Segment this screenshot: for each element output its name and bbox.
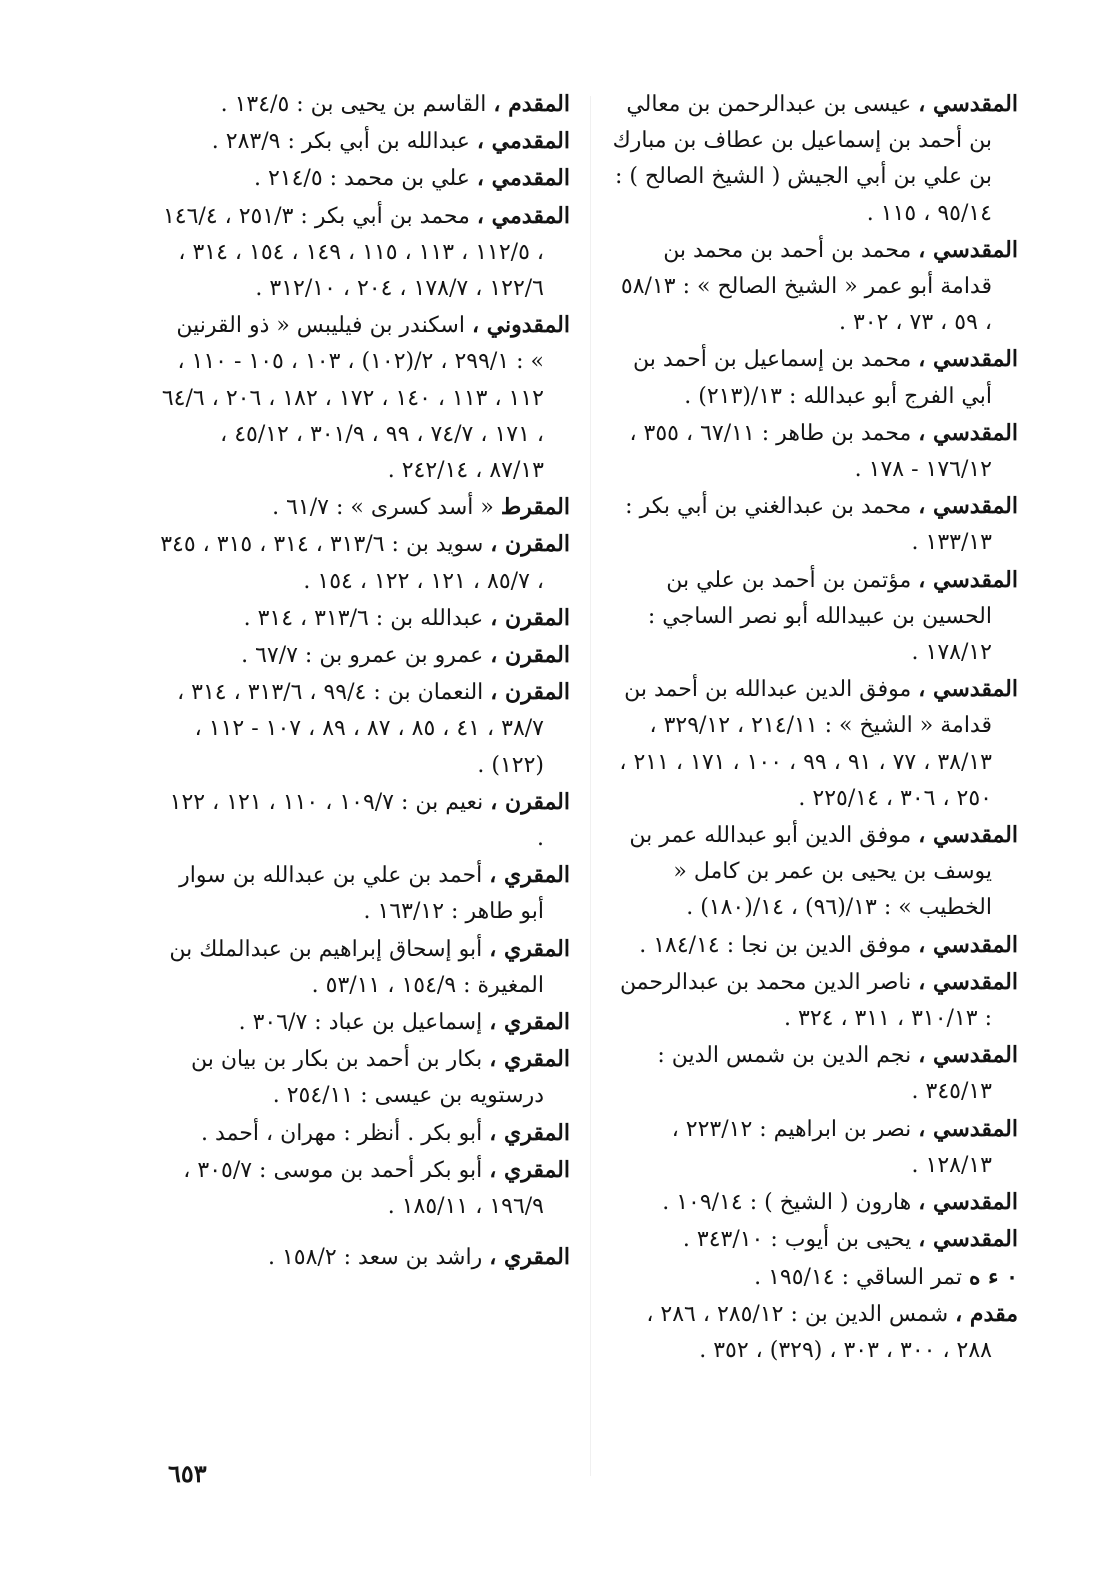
index-entry (160, 1152, 570, 1225)
entry-text: عبدالله بن أبي بكر : ٢٨٣/٩ . (211, 129, 470, 155)
index-entry (160, 123, 570, 160)
index-entry (612, 341, 1018, 414)
entry-text: بكار بن أحمد بن بكار بن بيان بن درستويه بن عيسى : ٢٥٤/١١ . (190, 1047, 544, 1109)
entry-text: نعيم بن : ١٠٩/٧ ، ١١٠ ، ١٢١ ، ١٢٢ . (169, 789, 544, 852)
entry-text: أبو بكر . أنظر : مهران ، أحمد . (201, 1120, 483, 1146)
entry-heading: المقدسي ، (918, 968, 1018, 995)
entry-text: محمد بن أحمد بن محمد بن قدامة أبو عمر « الشيخ الصالح » : ٥٨/١٣ ، ٥٩ ، ٧٣ ، ٣٠٢ . (620, 237, 992, 336)
entry-text: النعمان بن : ٩٩/٤ ، ٣١٣/٦ ، ٣١٤ ، ٣٨/٧ ، ٤١ ، ٨٥ ، ٨٧ ، ٨٩ ، ١٠٧ - ١١٢ ، (١٢٢) . (177, 680, 544, 778)
index-entry (160, 1115, 570, 1152)
entry-heading: المقدمي ، (476, 202, 570, 229)
entry-heading: المقري ، (489, 1244, 570, 1271)
entry-heading: المقدمي ، (476, 128, 570, 155)
entry-heading: المقري ، (489, 862, 570, 889)
entry-text: أبو إسحاق إبراهيم بن عبدالملك بن المغيرة : ١٥٤/٩ ، ٥٣/١١ . (169, 936, 544, 998)
entry-heading: المقري ، (489, 1009, 570, 1036)
entry-text: موفق الدين أبو عبدالله عمر بن يوسف بن يحيى بن عمر بن كامل « الخطيب » : ١٣/(٩٦) ، ١٤/(١٨٠) . (629, 823, 992, 921)
index-entry (160, 637, 570, 674)
index-entry (160, 674, 570, 784)
index-entry (160, 526, 570, 599)
entry-heading: المقدسي ، (918, 91, 1018, 117)
index-entry (612, 1259, 1018, 1296)
entry-heading: المقرط (500, 494, 570, 521)
entry-heading: المقدسي ، (918, 419, 1018, 446)
entry-text: شمس الدين بن : ٢٨٥/١٢ ، ٢٨٦ ، ٢٨٨ ، ٣٠٠ ، ٣٠٣ ، (٣٢٩) ، ٣٥٢ . (646, 1301, 992, 1363)
entry-text: موفق الدين بن نجا : ١٨٤/١٤ . (639, 932, 912, 958)
index-entry (612, 562, 1018, 672)
entry-text: محمد بن عبدالغني بن أبي بكر : ١٣٣/١٣ . (625, 494, 992, 556)
right-index-column (612, 86, 1018, 1369)
index-entry (612, 1037, 1018, 1110)
entry-heading: المقرن ، (490, 642, 570, 669)
entry-heading: المقري ، (489, 1119, 570, 1146)
entry-text: « أسد كسرى » : ٦١/٧ . (272, 495, 494, 521)
entry-text: هارون ( الشيخ ) : ١٠٩/١٤ . (662, 1190, 912, 1216)
entry-text: أبو بكر أحمد بن موسى : ٣٠٥/٧ ، ١٩٦/٩ ، ١٨٥/١١ . (183, 1157, 544, 1220)
entry-text: محمد بن أبي بكر : ٢٥١/٣ ، ١٤٦/٤ ، ١١٢/٥ ، ١١٣ ، ١١٥ ، ١٤٩ ، ١٥٤ ، ٣١٤ ، ١٢٢/٦ ، ١٧٨/٧ ، ٢٠٤ ، ٣١٢/١٠ . (162, 203, 544, 302)
index-entry (612, 1184, 1018, 1221)
entry-heading: المقدوني ، (471, 312, 570, 339)
entry-text: مؤتمن بن أحمد بن علي بن الحسين بن عبيدالله أبو نصر الساجي : ١٧٨/١٢ . (647, 567, 992, 666)
entry-text: اسكندر بن فيليبس « ذو القرنين » : ٢٩٩/١ ، ٢/(١٠٢) ، ١٠٣ ، ١٠٥ - ١١٠ ، ١١٢ ، ١١٣ ، ١٤٠ ، ١٧٢ ، ١٨٢ ، ٢٠٦ ، ٦٤/٦ ، ١٧١ ، ٧٤/٧ ، ٩٩ ، ٣٠١/٩ ، ٤٥/١٢ ، ٨٧/١٣ ، ٢٤٢/١٤ . (161, 313, 544, 484)
index-entry (612, 1296, 1018, 1369)
entry-text: علي بن محمد : ٢١٤/٥ . (253, 166, 470, 192)
entry-text: موفق الدين عبدالله بن أحمد بن قدامة « الشيخ » : ٢١٤/١١ ، ٣٢٩/١٢ ، ٣٨/١٣ ، ٧٧ ، ٩١ ، ٩٩ ، ١٠٠ ، ١٧١ ، ٢١١ ، ٢٥٠ ، ٣٠٦ ، ٢٢٥/١٤ . (619, 677, 992, 811)
index-entry (160, 86, 570, 123)
entry-text: ناصر الدين محمد بن عبدالرحمن : ٣١٠/١٣ ، ٣١١ ، ٣٢٤ . (619, 969, 992, 1032)
entry-heading: المقري ، (489, 1156, 570, 1183)
entry-text: عبدالله بن : ٣١٣/٦ ، ٣١٤ . (243, 605, 484, 631)
entry-heading: المقرن ، (490, 531, 570, 558)
index-entry (160, 784, 570, 857)
index-entry (612, 1111, 1018, 1184)
entry-heading: المقدسي ، (918, 822, 1018, 849)
entry-heading: المقدسي ، (918, 1115, 1018, 1142)
entry-heading: المقرن ، (490, 604, 570, 631)
index-entry (160, 1041, 570, 1114)
index-entry (160, 600, 570, 637)
entry-heading: المقدسي ، (918, 493, 1018, 520)
index-entry (612, 817, 1018, 927)
entry-text: القاسم بن يحيى بن : ١٣٤/٥ . (220, 92, 487, 117)
entry-text: نصر بن ابراهيم : ٢٢٣/١٢ ، ١٢٨/١٣ . (671, 1116, 992, 1178)
page-number: ٦٥٣ (168, 1459, 207, 1488)
entry-heading: المقدسي ، (918, 931, 1018, 958)
entry-text: نجم الدين بن شمس الدين : ٣٤٥/١٣ . (657, 1043, 992, 1105)
entry-heading: المقدسي ، (918, 566, 1018, 593)
index-entry (612, 488, 1018, 561)
entry-heading: المقدسي ، (918, 346, 1018, 373)
entry-heading: المقدمي ، (476, 165, 570, 192)
index-entry (612, 1221, 1018, 1258)
index-entry (160, 1239, 570, 1276)
index-entry (160, 931, 570, 1004)
left-index-column (160, 86, 570, 1277)
entry-text: سويد بن : ٣١٣/٦ ، ٣١٤ ، ٣١٥ ، ٣٤٥ ، ٨٥/٧ ، ١٢١ ، ١٢٢ ، ١٥٤ . (160, 532, 544, 594)
index-entry (160, 857, 570, 930)
index-entry (612, 86, 1018, 232)
entry-heading: مقدم ، (955, 1300, 1018, 1327)
entry-heading: المقري ، (489, 1046, 570, 1073)
entry-text: يحيى بن أيوب : ٣٤٣/١٠ . (682, 1227, 912, 1253)
column-divider (590, 96, 591, 1476)
entry-text: عيسى بن عبدالرحمن بن معالي بن أحمد بن إسماعيل بن عطاف بن مبارك بن علي بن أبي الجيش ( الشيخ الصالح ) : ٩٥/١٤ ، ١١٥ . (612, 92, 992, 226)
index-entry (612, 927, 1018, 964)
entry-heading: المقدسي ، (918, 1226, 1018, 1253)
index-entry (612, 232, 1018, 342)
index-entry (160, 1004, 570, 1041)
entry-text: أحمد بن علي بن عبدالله بن سوار أبو طاهر : ١٦٣/١٢ . (179, 863, 544, 925)
entry-text: عمرو بن عمرو بن : ٦٧/٧ . (241, 643, 484, 669)
entry-heading: المقدسي ، (918, 676, 1018, 703)
index-entry (612, 415, 1018, 488)
index-entry (160, 489, 570, 526)
entry-heading: المقري ، (489, 935, 570, 962)
entry-text: إسماعيل بن عباد : ٣٠٦/٧ . (238, 1010, 483, 1036)
entry-heading: المقرن ، (490, 788, 570, 815)
entry-heading: ٠ ء ه (968, 1263, 1018, 1290)
entry-heading: المقدسي ، (918, 1189, 1018, 1216)
entry-heading: المقدم ، (493, 91, 570, 117)
entry-heading: المقدسي ، (918, 1042, 1018, 1069)
index-entry (612, 671, 1018, 817)
entry-text: تمر الساقي : ١٩٥/١٤ . (754, 1264, 962, 1290)
index-entry (160, 307, 570, 489)
entry-text: راشد بن سعد : ١٥٨/٢ . (267, 1245, 483, 1271)
index-entry (160, 160, 570, 197)
entry-heading: المقدسي ، (918, 236, 1018, 263)
index-entry (160, 198, 570, 308)
entry-text: محمد بن إسماعيل بن أحمد بن أبي الفرج أبو عبدالله : ١٣/(٢١٣) . (633, 347, 992, 409)
index-entry (612, 964, 1018, 1037)
entry-heading: المقرن ، (490, 679, 570, 706)
entry-text: محمد بن طاهر : ٦٧/١١ ، ٣٥٥ ، ١٧٦/١٢ - ١٧٨ . (629, 420, 992, 483)
